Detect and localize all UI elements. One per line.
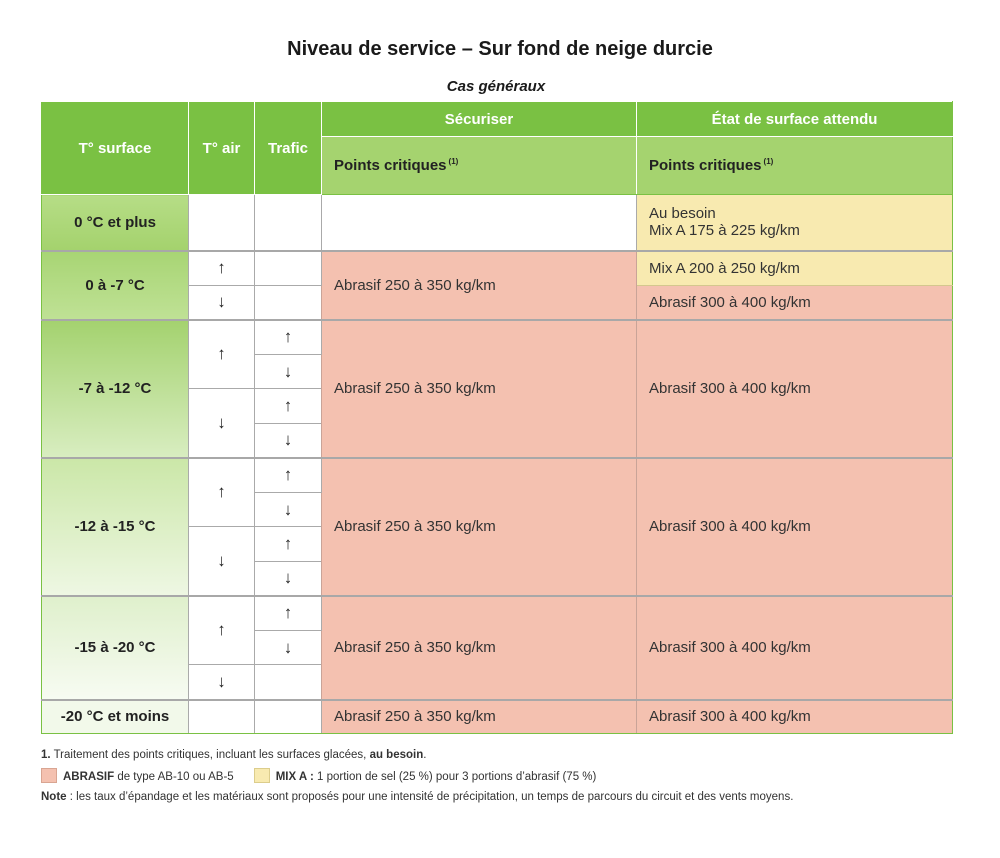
up-arrow-icon: ↑ <box>189 251 255 286</box>
etat-line: Au besoin <box>649 205 716 223</box>
etat-cell: Mix A 200 à 250 kg/km <box>637 251 953 286</box>
table-row <box>42 596 953 631</box>
footnote-ref: (1) <box>448 157 459 166</box>
down-arrow-icon: ↓ <box>255 424 322 458</box>
t-air-cell <box>189 195 255 251</box>
securiser-cell: Abrasif 250 à 350 kg/km <box>322 596 637 700</box>
up-arrow-icon: ↑ <box>255 596 322 631</box>
up-arrow-icon: ↑ <box>189 320 255 389</box>
up-arrow-icon: ↑ <box>255 458 322 493</box>
legend-abrasif-label: ABRASIF <box>63 771 115 783</box>
down-arrow-icon: ↓ <box>255 631 322 665</box>
etat-cell: Abrasif 300 à 400 kg/km <box>637 320 953 458</box>
temp-cell: -15 à -20 °C <box>42 596 189 700</box>
down-arrow-icon: ↓ <box>255 562 322 596</box>
etat-cell: Abrasif 300 à 400 kg/km <box>637 458 953 596</box>
header-etat-surface: État de surface attendu <box>637 102 953 137</box>
points-critiques-label: Points critiques <box>649 157 762 174</box>
up-arrow-icon: ↑ <box>189 596 255 665</box>
trafic-cell <box>255 700 322 734</box>
legend-mix-text: 1 portion de sel (25 %) pour 3 portions d’abrasif (75 %) <box>313 771 597 783</box>
service-level-table <box>41 101 953 734</box>
header-t-air: T° air <box>189 102 255 195</box>
footnote-bold: au besoin <box>369 749 424 761</box>
down-arrow-icon: ↓ <box>189 286 255 320</box>
mix-swatch-icon <box>254 768 270 783</box>
securiser-cell: Abrasif 250 à 350 kg/km <box>322 320 637 458</box>
legend-mix-label: MIX A : <box>275 771 314 783</box>
page-subtitle: Cas généraux <box>446 78 546 95</box>
note-label: Note <box>41 791 67 803</box>
table-row <box>42 195 953 251</box>
table-row <box>42 320 953 355</box>
header-securiser: Sécuriser <box>322 102 637 137</box>
table-row <box>42 458 953 493</box>
temp-cell: -12 à -15 °C <box>42 458 189 596</box>
etat-cell: Abrasif 300 à 400 kg/km <box>637 700 953 734</box>
abrasif-swatch-icon <box>41 768 57 783</box>
footnote-number: 1. <box>41 749 51 761</box>
down-arrow-icon: ↓ <box>189 527 255 596</box>
temp-cell: 0 °C et plus <box>42 195 189 251</box>
etat-line: Mix A 175 à 225 kg/km <box>649 222 800 240</box>
footnote-text: Traitement des points critiques, incluant les surfaces glacées, <box>50 749 370 761</box>
footnote-ref: (1) <box>763 157 774 166</box>
note-text: : les taux d’épandage et les matériaux sont proposés pour une intensité de précipitation, un temps de parcours du circuit et des vents moyens. <box>66 791 794 803</box>
temp-cell: -20 °C et moins <box>42 700 189 734</box>
etat-cell: Abrasif 300 à 400 kg/km <box>637 596 953 700</box>
header-trafic: Trafic <box>255 102 322 195</box>
up-arrow-icon: ↑ <box>255 320 322 355</box>
down-arrow-icon: ↓ <box>255 493 322 527</box>
securiser-cell: Abrasif 250 à 350 kg/km <box>322 458 637 596</box>
securiser-cell <box>322 195 637 251</box>
trafic-cell <box>255 251 322 286</box>
temp-cell: 0 à -7 °C <box>42 251 189 320</box>
header-t-surface: T° surface <box>42 102 189 195</box>
down-arrow-icon: ↓ <box>189 389 255 458</box>
down-arrow-icon: ↓ <box>255 355 322 389</box>
up-arrow-icon: ↑ <box>189 458 255 527</box>
page-title: Niveau de service – Sur fond de neige durcie <box>287 38 713 60</box>
trafic-cell <box>255 286 322 320</box>
t-air-cell <box>189 700 255 734</box>
legend-abrasif-text: de type AB-10 ou AB-5 <box>114 771 234 783</box>
trafic-cell <box>255 195 322 251</box>
trafic-cell <box>255 665 322 700</box>
general-note <box>41 791 793 803</box>
etat-cell: Abrasif 300 à 400 kg/km <box>637 286 953 320</box>
temp-cell: -7 à -12 °C <box>42 320 189 458</box>
footnote-1 <box>41 749 426 761</box>
up-arrow-icon: ↑ <box>255 389 322 424</box>
securiser-cell: Abrasif 250 à 350 kg/km <box>322 251 637 320</box>
table-row <box>42 251 953 286</box>
table-row <box>42 700 953 734</box>
points-critiques-label: Points critiques <box>334 157 447 174</box>
footnote-end: . <box>423 749 427 761</box>
securiser-cell: Abrasif 250 à 350 kg/km <box>322 700 637 734</box>
up-arrow-icon: ↑ <box>255 527 322 562</box>
down-arrow-icon: ↓ <box>189 665 255 700</box>
legend-row <box>41 768 596 783</box>
subheader-points-critiques-securiser <box>322 137 637 195</box>
etat-cell <box>637 195 953 251</box>
subheader-points-critiques-etat <box>637 137 953 195</box>
